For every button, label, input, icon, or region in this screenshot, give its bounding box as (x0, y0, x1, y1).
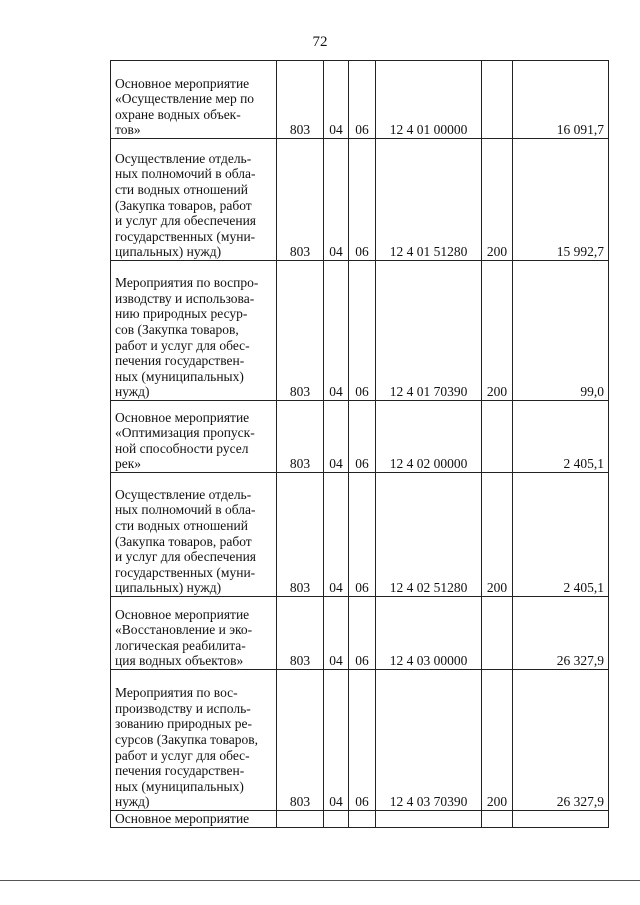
target-article-cell (376, 811, 482, 828)
subsection-code-cell (349, 811, 376, 828)
table-row (111, 139, 609, 261)
item-name-line: ных полномочий в обла- (115, 166, 256, 182)
section-code-cell: 04 (324, 261, 349, 401)
item-name-line: сти водных отношений (115, 182, 248, 198)
subsection-code-cell: 06 (349, 261, 376, 401)
item-name-line: охране водных объек- (115, 106, 241, 122)
subsection-code-cell: 06 (349, 597, 376, 670)
budget-table (110, 60, 609, 828)
item-name-line: печения государствен- (115, 353, 245, 369)
table-row (111, 473, 609, 597)
amount-cell: 26 327,9 (513, 597, 609, 670)
expense-type-cell (482, 401, 513, 473)
item-name-line: «Оптимизация пропуск- (115, 425, 255, 441)
target-article-cell: 12 4 02 51280 (376, 473, 482, 597)
item-name-line: Осуществление отдель- (115, 150, 252, 166)
expense-type-cell: 200 (482, 139, 513, 261)
table-row (111, 261, 609, 401)
expense-type-cell: 200 (482, 670, 513, 811)
item-name-line: ципальных) нужд) (115, 244, 222, 260)
item-name-line: производству и исполь- (115, 700, 251, 716)
item-name-line: тов» (115, 122, 141, 138)
table-row (111, 597, 609, 670)
footer-rule (0, 880, 640, 881)
item-name-line: зованию природных ре- (115, 716, 252, 732)
amount-cell: 26 327,9 (513, 670, 609, 811)
expense-type-cell (482, 597, 513, 670)
item-name-line: ция водных объектов» (115, 653, 244, 669)
amount-cell: 16 091,7 (513, 61, 609, 139)
item-name-line: логическая реабилита- (115, 637, 246, 653)
item-name-line: Осуществление отдель- (115, 486, 252, 502)
section-code-cell (324, 811, 349, 828)
expense-type-cell: 200 (482, 473, 513, 597)
ministry-code-cell: 803 (277, 261, 324, 401)
table-body (111, 61, 609, 828)
item-name-line: государственных (муни- (115, 564, 256, 580)
item-name-line: Мероприятия по воспро- (115, 275, 259, 291)
item-name-line: ципальных) нужд) (115, 580, 222, 596)
subsection-code-cell: 06 (349, 473, 376, 597)
item-name-line: нужд) (115, 794, 150, 810)
item-name-cell (111, 670, 277, 811)
page-number: 72 (312, 34, 328, 50)
subsection-code-cell: 06 (349, 61, 376, 139)
item-name-line: работ и услуг для обес- (115, 747, 250, 763)
amount-cell: 99,0 (513, 261, 609, 401)
item-name-line: сти водных отношений (115, 518, 248, 534)
item-name-cell (111, 401, 277, 473)
table-row (111, 61, 609, 139)
ministry-code-cell: 803 (277, 670, 324, 811)
target-article-cell: 12 4 03 00000 (376, 597, 482, 670)
item-name-line: печения государствен- (115, 763, 245, 779)
item-name-cell (111, 61, 277, 139)
ministry-code-cell: 803 (277, 473, 324, 597)
amount-cell: 15 992,7 (513, 139, 609, 261)
section-code-cell: 04 (324, 473, 349, 597)
section-code-cell: 04 (324, 597, 349, 670)
item-name-line: сурсов (Закупка товаров, (115, 732, 259, 748)
section-code-cell: 04 (324, 139, 349, 261)
section-code-cell: 04 (324, 670, 349, 811)
item-name-line: Основное мероприятие (115, 75, 250, 91)
ministry-code-cell: 803 (277, 597, 324, 670)
target-article-cell: 12 4 01 00000 (376, 61, 482, 139)
table-row (111, 811, 609, 828)
item-name-line: Мероприятия по вос- (115, 685, 238, 701)
target-article-cell: 12 4 02 00000 (376, 401, 482, 473)
item-name-cell (111, 811, 277, 828)
expense-type-cell (482, 61, 513, 139)
table-row (111, 401, 609, 473)
item-name-line: сов (Закупка товаров, (115, 322, 239, 338)
amount-cell: 2 405,1 (513, 401, 609, 473)
expense-type-cell (482, 811, 513, 828)
target-article-cell: 12 4 03 70390 (376, 670, 482, 811)
item-name-line: Основное мероприятие (115, 606, 250, 622)
item-name-line: изводству и использова- (115, 290, 255, 306)
section-code-cell: 04 (324, 401, 349, 473)
item-name-line: и услуг для обеспечения (115, 213, 257, 229)
amount-cell (513, 811, 609, 828)
ministry-code-cell: 803 (277, 401, 324, 473)
ministry-code-cell: 803 (277, 139, 324, 261)
item-name-line: нию природных ресур- (115, 306, 248, 322)
target-article-cell: 12 4 01 51280 (376, 139, 482, 261)
item-name-line: (Закупка товаров, работ (115, 533, 252, 549)
section-code-cell: 04 (324, 61, 349, 139)
item-name-line: «Восстановление и эко- (115, 622, 253, 638)
item-name-line: рек» (115, 456, 142, 472)
item-name-cell (111, 261, 277, 401)
subsection-code-cell: 06 (349, 401, 376, 473)
item-name-line: Основное мероприятие (115, 811, 250, 826)
subsection-code-cell: 06 (349, 670, 376, 811)
item-name-line: нужд) (115, 384, 150, 400)
item-name-line: ных (муниципальных) (115, 368, 244, 384)
item-name-line: ных (муниципальных) (115, 778, 244, 794)
amount-cell: 2 405,1 (513, 473, 609, 597)
item-name-line: государственных (муни- (115, 228, 256, 244)
table-row (111, 670, 609, 811)
item-name-cell (111, 139, 277, 261)
item-name-line: ных полномочий в обла- (115, 502, 256, 518)
item-name-cell (111, 597, 277, 670)
item-name-line: ной способности русел (115, 440, 249, 456)
target-article-cell: 12 4 01 70390 (376, 261, 482, 401)
item-name-line: работ и услуг для обес- (115, 337, 250, 353)
item-name-cell (111, 473, 277, 597)
expense-type-cell: 200 (482, 261, 513, 401)
item-name-line: и услуг для обеспечения (115, 549, 257, 565)
item-name-line: (Закупка товаров, работ (115, 197, 252, 213)
item-name-line: Основное мероприятие (115, 409, 250, 425)
ministry-code-cell (277, 811, 324, 828)
subsection-code-cell: 06 (349, 139, 376, 261)
item-name-line: «Осуществление мер по (115, 91, 255, 107)
ministry-code-cell: 803 (277, 61, 324, 139)
